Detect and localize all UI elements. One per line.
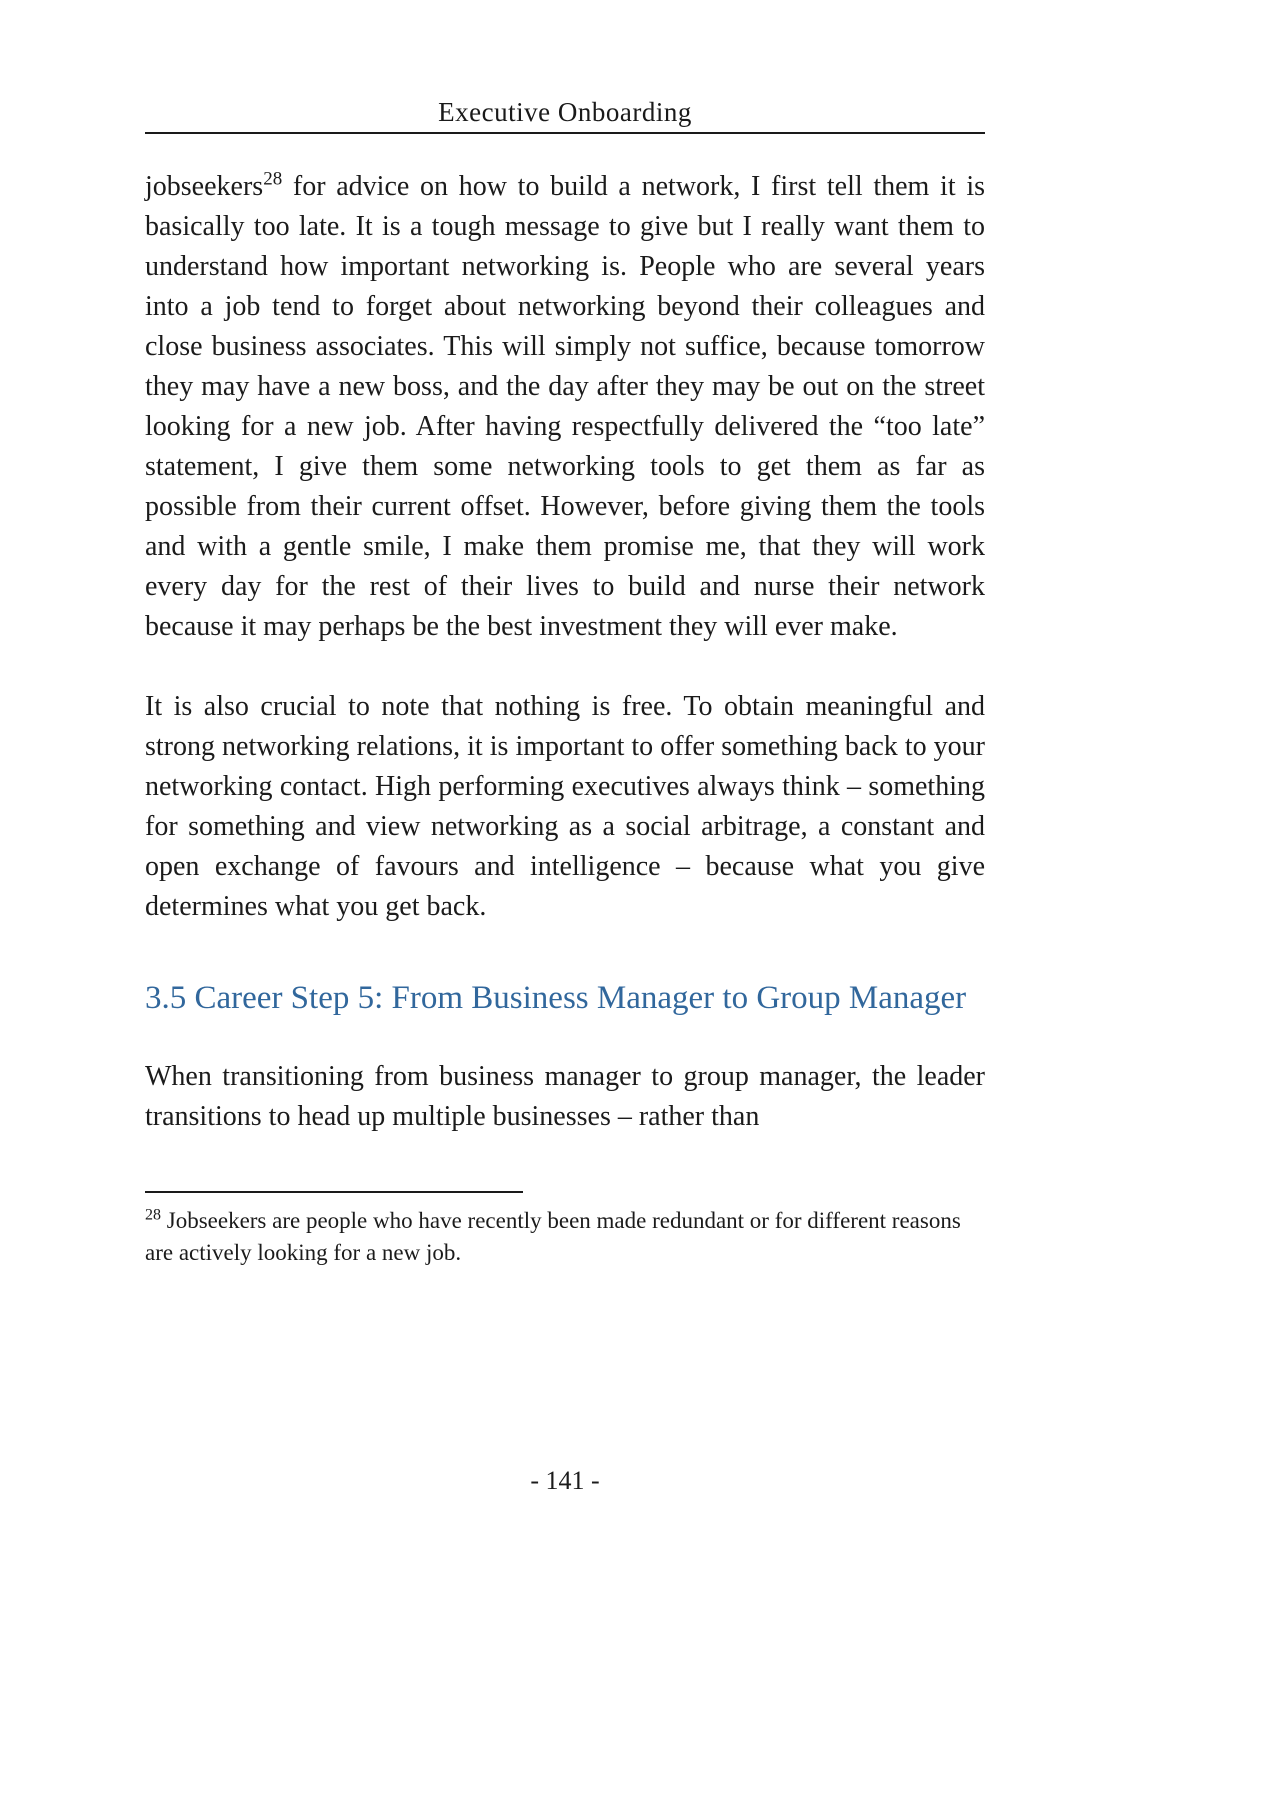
running-header-title: Executive Onboarding — [438, 97, 692, 127]
footnote — [145, 1205, 985, 1269]
footnote-text: Jobseekers are people who have recently been made redundant or for different reasons are actively looking for a new job. — [145, 1208, 961, 1265]
paragraph-body-text: for advice on how to build a network, I first tell them it is basically too late. It is a tough message to give but I really want them to understand how important networking is. People who are several years into a job tend to forget about networking beyond their colleagues and close business associates. This will simply not suffice, because tomorrow they may have a new boss, and the day after they may be out on the street looking for a new job. After having respectfully delivered the “too late” statement, I give them some networking tools to get them as far as possible from their current offset. However, before giving them the tools and with a gentle smile, I make them promise me, that they will work every day for the rest of their lives to build and nurse their network because it may perhaps be the best investment they will ever make. — [145, 171, 985, 642]
paragraph-networking-advice — [145, 167, 985, 647]
header-rule — [145, 132, 985, 134]
footnote-separator-rule — [145, 1191, 523, 1193]
paragraph-nothing-is-free: It is also crucial to note that nothing is free. To obtain meaningful and strong networking relations, it is important to offer something back to your networking contact. High performing executives always think – something for something and view networking as a social arbitrage, a constant and open exchange of favours and intelligence – because what you give determines what you get back. — [145, 691, 985, 922]
footnote-reference: 28 — [263, 168, 283, 190]
page-content — [145, 96, 985, 1269]
page-number: - 141 - — [530, 1466, 600, 1495]
paragraph-group-manager-transition: When transitioning from business manager to group manager, the leader transitions to head up multiple businesses – rather than — [145, 1061, 985, 1132]
section-heading-career-step-5: 3.5 Career Step 5: From Business Manager to Group Manager — [145, 980, 967, 1016]
footnote-marker: 28 — [145, 1206, 161, 1224]
paragraph-lead-word: jobseekers — [145, 171, 264, 202]
footnote-block — [145, 1191, 985, 1269]
